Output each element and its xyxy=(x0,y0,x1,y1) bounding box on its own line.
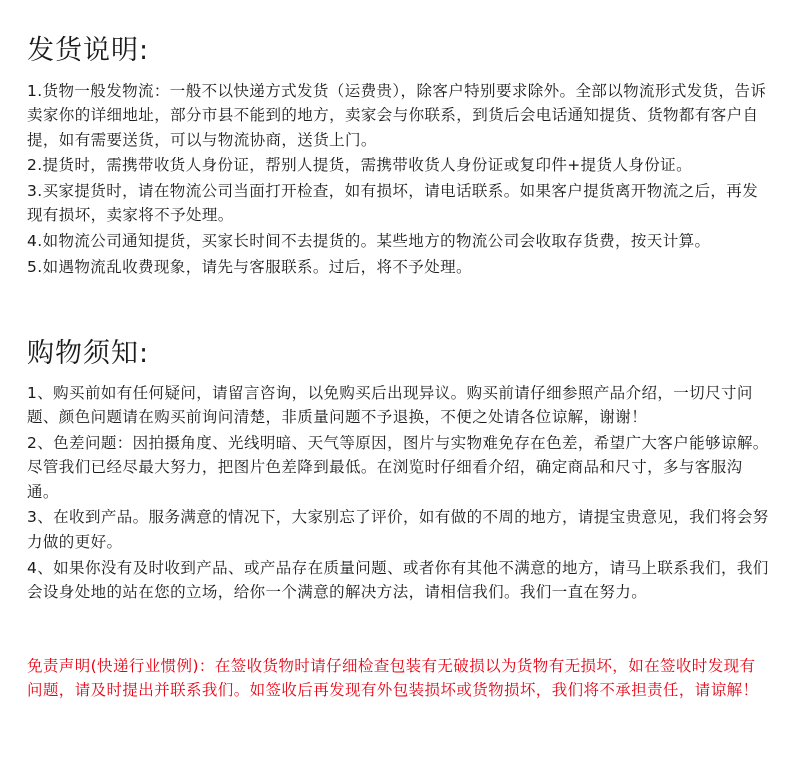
purchase-item: 4、如果你没有及时收到产品、或产品存在质量问题、或者你有其他不满意的地方，请马上联系我们，我们会设身处地的站在您的立场，给你一个满意的解决方法，请相信我们。我们一直在努力。 xyxy=(27,558,769,601)
purchase-title: 购物须知: xyxy=(27,338,150,369)
shipping-item: 3.买家提货时，请在物流公司当面打开检查，如有损坏，请电话联系。如果客户提货离开物流之后，再发现有损坏，卖家将不予处理。 xyxy=(27,182,759,225)
shipping-title: 发货说明: xyxy=(27,35,150,66)
shipping-section xyxy=(27,79,771,281)
shipping-item: 1.货物一般发物流：一般不以快递方式发货（运费贵），除客户特别要求除外。全部以物流形式发货，告诉卖家你的详细地址，部分市县不能到的地方，卖家会与你联系，到货后会电话通知提货、货物都有客户自提，如有需要送货，可以与物流协商，送货上门。 xyxy=(27,82,767,149)
purchase-item: 3、在收到产品。服务满意的情况下，大家别忘了评价，如有做的不周的地方，请提宝贵意见，我们将会努力做的更好。 xyxy=(27,508,769,551)
purchase-item: 1、购买前如有任何疑问，请留言咨询，以免购买后出现异议。购买前请仔细参照产品介绍，一切尺寸问题、颜色问题请在购买前询问清楚，非质量问题不予退换，不便之处请各位谅解，谢谢！ xyxy=(27,384,753,427)
shipping-item: 2.提货时，需携带收货人身份证，帮别人提货，需携带收货人身份证或复印件+提货人身份证。 xyxy=(27,156,692,175)
shipping-item: 4.如物流公司通知提货，买家长时间不去提货的。某些地方的物流公司会收取存货费，按天计算。 xyxy=(27,232,711,251)
disclaimer: 免责声明(快递行业惯例)：在签收货物时请仔细检查包装有无破损以为货物有无损坏，如在签收时发现有问题，请及时提出并联系我们。如签收后再发现有外包装损坏或货物损坏，我们将不承担责任，请谅解！ xyxy=(27,657,759,700)
purchase-section xyxy=(27,381,771,606)
purchase-item: 2、色差问题：因拍摄角度、光线明暗、天气等原因，图片与实物难免存在色差，希望广大客户能够谅解。尽管我们已经尽最大努力，把图片色差降到最低。在浏览时仔细看介绍，确定商品和尺寸，多与客服沟通。 xyxy=(27,434,769,501)
shipping-item: 5.如遇物流乱收费现象，请先与客服联系。过后，将不予处理。 xyxy=(27,258,472,277)
